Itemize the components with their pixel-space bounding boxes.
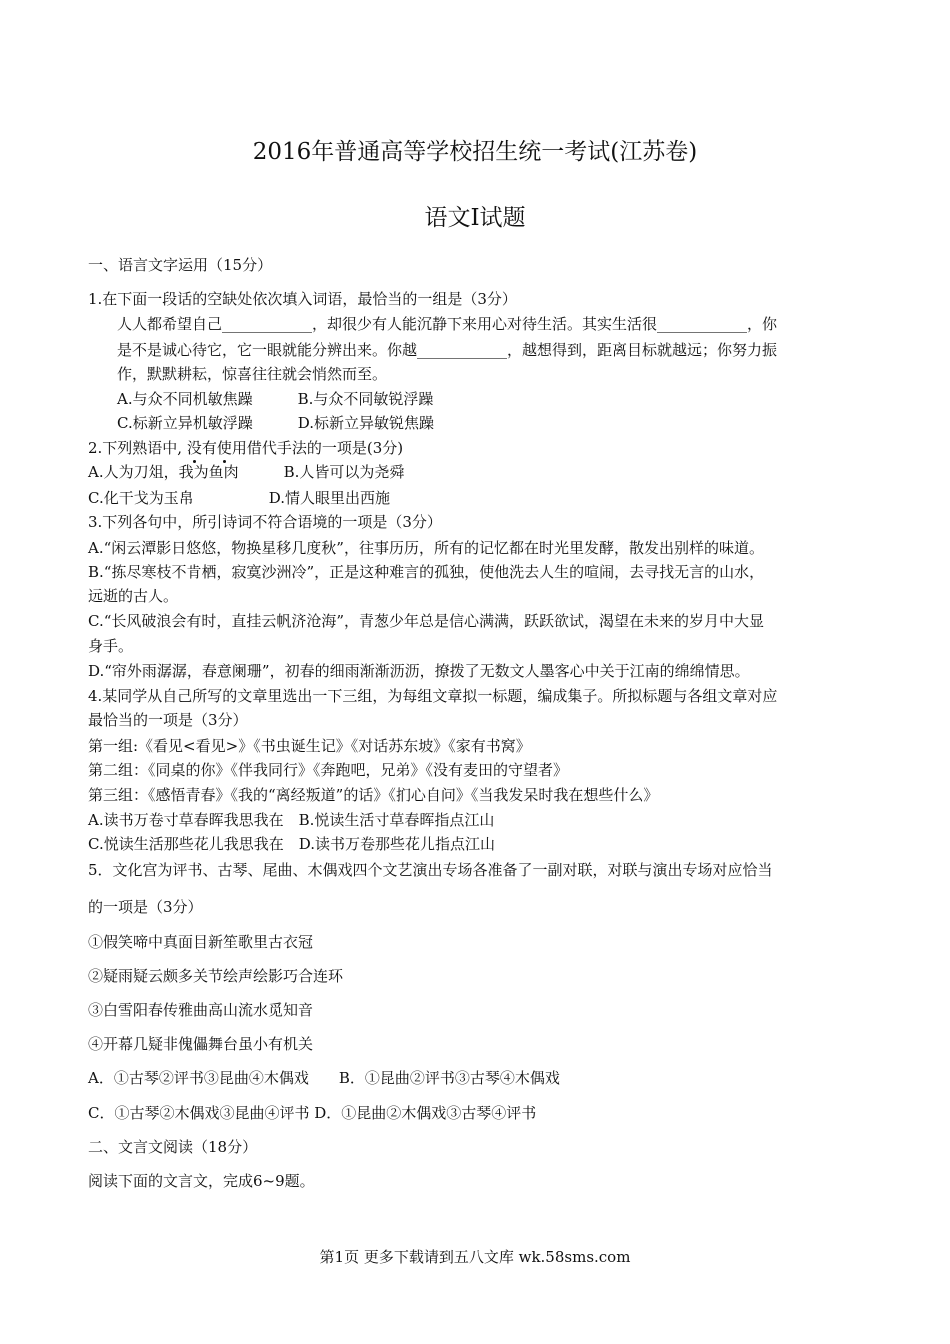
question-4-stem-cont: 最恰当的一项是（3分） <box>88 711 248 729</box>
couplet-3: ③白雪阳春传雅曲高山流水觅知音 <box>88 1001 314 1019</box>
couplet-2: ②疑雨疑云颇多关节绘声绘影巧合连环 <box>88 967 344 985</box>
question-5-options-ab: A．①古琴②评书③昆曲④木偶戏 B．①昆曲②评书③古琴④木偶戏 <box>88 1069 560 1087</box>
question-4-options-cd: C.悦读生活那些花儿我思我在 D.读书万卷那些花儿指点江山 <box>88 835 495 853</box>
exam-title: 2016年普通高等学校招生统一考试(江苏卷) <box>252 139 698 165</box>
q2-suffix: 用借代手法的一项是(3分) <box>231 439 404 457</box>
question-4-stem: 4.某同学从自己所写的文章里选出一下三组，为每组文章拟一标题，编成集子。所拟标题与各组文章对应 <box>88 687 778 705</box>
question-4-group-3: 第三组：《感悟青春》《我的“离经叛道”的话》《扪心自问》《当我发呆时我在想些什么》 <box>88 786 659 804</box>
emphasis-mark-char: 没 <box>186 439 202 457</box>
question-3-option-b: B.“拣尽寒枝不肯栖，寂寞沙洲冷”，正是这种难言的孤独，使他洗去人生的喧闹，去寻找无言的山水， <box>88 563 765 581</box>
question-3-stem: 3.下列各句中，所引诗词不符合语境的一项是（3分） <box>88 513 442 531</box>
couplet-4: ④开幕几疑非傀儡舞台虽小有机关 <box>88 1035 314 1053</box>
question-1-options-ab: A.与众不同机敏焦躁 B.与众不同敏锐浮躁 <box>117 390 434 408</box>
question-2-stem <box>88 438 403 458</box>
question-5-stem: 5．文化宫为评书、古琴、尾曲、木偶戏四个文艺演出专场各准备了一副对联，对联与演出专场对应恰当 <box>88 861 773 879</box>
question-3-option-a: A.“闲云潭影日悠悠，物换星移几度秋”，往事历历，所有的记忆都在时光里发酵，散发出别样的味道。 <box>88 539 764 557</box>
page-footer: 第1页 更多下载请到五八文库 wk.58sms.com <box>319 1248 631 1266</box>
question-4-group-1: 第一组:《看见<看见>》《书虫诞生记》《对话苏东坡》《家有书窝》 <box>88 737 531 755</box>
section-heading-1: 一、语言文字运用（15分） <box>88 256 273 274</box>
question-1-passage-line: 人人都希望自己____________，却很少有人能沉静下来用心对待生活。其实生活很____________，你 <box>117 315 778 333</box>
question-5-stem-cont: 的一项是（3分） <box>88 898 203 916</box>
question-5-options-cd: C．①古琴②木偶戏③昆曲④评书 D．①昆曲②木偶戏③古琴④评书 <box>88 1104 537 1122</box>
reading-instruction: 阅读下面的文言文，完成6~9题。 <box>88 1172 315 1190</box>
question-3-option-d: D.“帘外雨潺潺，春意阑珊”，初春的细雨渐渐沥沥，撩拨了无数文人墨客心中关于江南的绵绵情思。 <box>88 662 750 680</box>
question-3-option-c: C.“长风破浪会有时，直挂云帆济沧海”，青葱少年总是信心满满，跃跃欲试，渴望在未来的岁月中大显 <box>88 612 765 630</box>
couplet-1: ①假笑啼中真面目新笙歌里古衣冠 <box>88 933 314 951</box>
question-4-options-ab: A.读书万卷寸草春晖我思我在 B.悦读生活寸草春晖指点江山 <box>88 811 495 829</box>
question-4-group-2: 第二组：《同桌的你》《伴我同行》《奔跑吧，兄弟》《没有麦田的守望者》 <box>88 761 569 779</box>
question-3-option-b-cont: 远逝的古人。 <box>88 587 179 605</box>
question-1-stem: 1.在下面一段话的空缺处依次填入词语，最恰当的一组是（3分） <box>88 290 517 308</box>
q2-prefix: 2.下列熟语中, <box>88 439 187 457</box>
question-1-passage-line: 作，默默耕耘，惊喜往往就会悄然而至。 <box>117 365 388 383</box>
question-2-options-cd: C.化干戈为玉帛 D.情人眼里出西施 <box>88 489 390 507</box>
emphasis-mark-char: 使 <box>216 439 232 457</box>
question-1-options-cd: C.标新立异机敏浮躁 D.标新立异敏锐焦躁 <box>117 414 434 432</box>
q2-mid: 有 <box>201 439 217 457</box>
question-2-options-ab: A.人为刀俎，我为鱼肉 B.人皆可以为尧舜 <box>88 463 405 481</box>
section-heading-2: 二、文言文阅读（18分） <box>88 1138 258 1156</box>
question-3-option-c-cont: 身手。 <box>88 637 134 655</box>
exam-subtitle: 语文I试题 <box>424 205 526 231</box>
question-1-passage-line: 是不是诚心待它，它一眼就能分辨出来。你越____________，越想得到，距离目标就越远；你努力振 <box>117 341 778 359</box>
